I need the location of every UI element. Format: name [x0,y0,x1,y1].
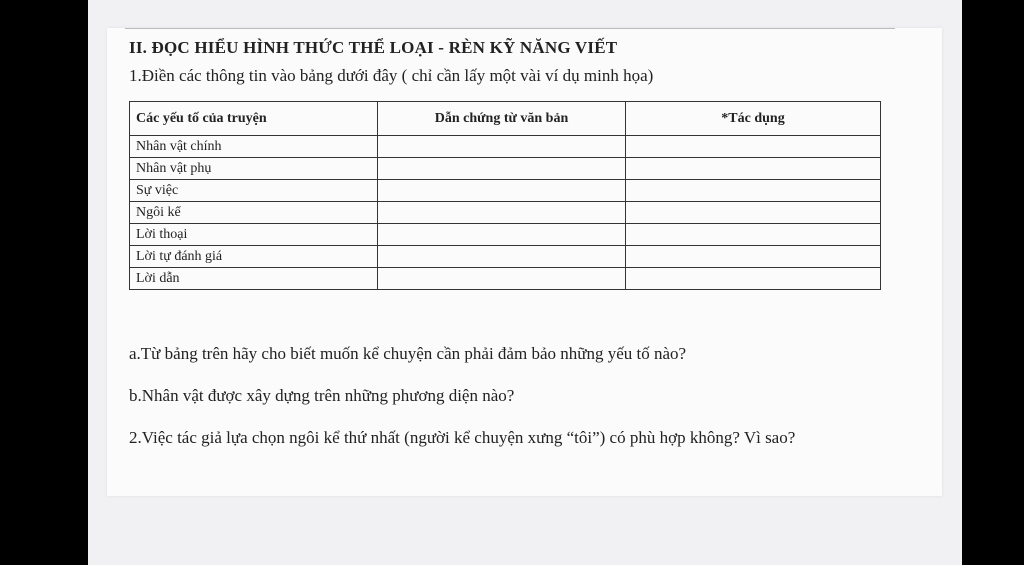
table-row [130,158,881,180]
header-evidence: Dẫn chứng từ văn bản [378,102,626,136]
table-cell [378,224,626,246]
table-row [130,202,881,224]
table-cell [626,136,881,158]
table-cell [378,180,626,202]
top-divider [125,28,895,29]
instruction-text: 1.Điền các thông tin vào bảng dưới đây ( chỉ cần lấy một vài ví dụ minh họa) [129,66,654,85]
story-elements-table [129,101,881,290]
header-elements: Các yếu tố của truyện [130,102,378,136]
table-cell [626,180,881,202]
table-cell: Lời tự đánh giá [130,246,378,268]
table-cell [626,268,881,290]
header-effect: *Tác dụng [626,102,881,136]
table-cell [626,246,881,268]
table-row [130,136,881,158]
table-cell: Ngôi kể [130,202,378,224]
table-row [130,246,881,268]
table-cell [626,158,881,180]
table-cell: Lời dẫn [130,268,378,290]
table-cell: Nhân vật chính [130,136,378,158]
table-header-row [130,102,881,136]
table-cell [378,136,626,158]
table-row [130,268,881,290]
table-cell [378,268,626,290]
table-cell [626,224,881,246]
table-cell [378,202,626,224]
table-cell: Lời thoại [130,224,378,246]
table-cell [626,202,881,224]
table-cell: Sự việc [130,180,378,202]
question-a: a.Từ bảng trên hãy cho biết muốn kể chuyện cần phải đảm bảo những yếu tố nào? [129,344,687,363]
table-cell: Nhân vật phụ [130,158,378,180]
table-row [130,224,881,246]
question-2: 2.Việc tác giả lựa chọn ngôi kể thứ nhất (người kể chuyện xưng “tôi”) có phù hợp không? Vì sao? [129,428,796,447]
worksheet-page [107,28,942,496]
table-cell [378,158,626,180]
section-heading: II. ĐỌC HIỂU HÌNH THỨC THỂ LOẠI - RÈN KỸ NĂNG VIẾT [129,38,618,57]
table-row [130,180,881,202]
table-cell [378,246,626,268]
question-b: b.Nhân vật được xây dựng trên những phương diện nào? [129,386,515,405]
